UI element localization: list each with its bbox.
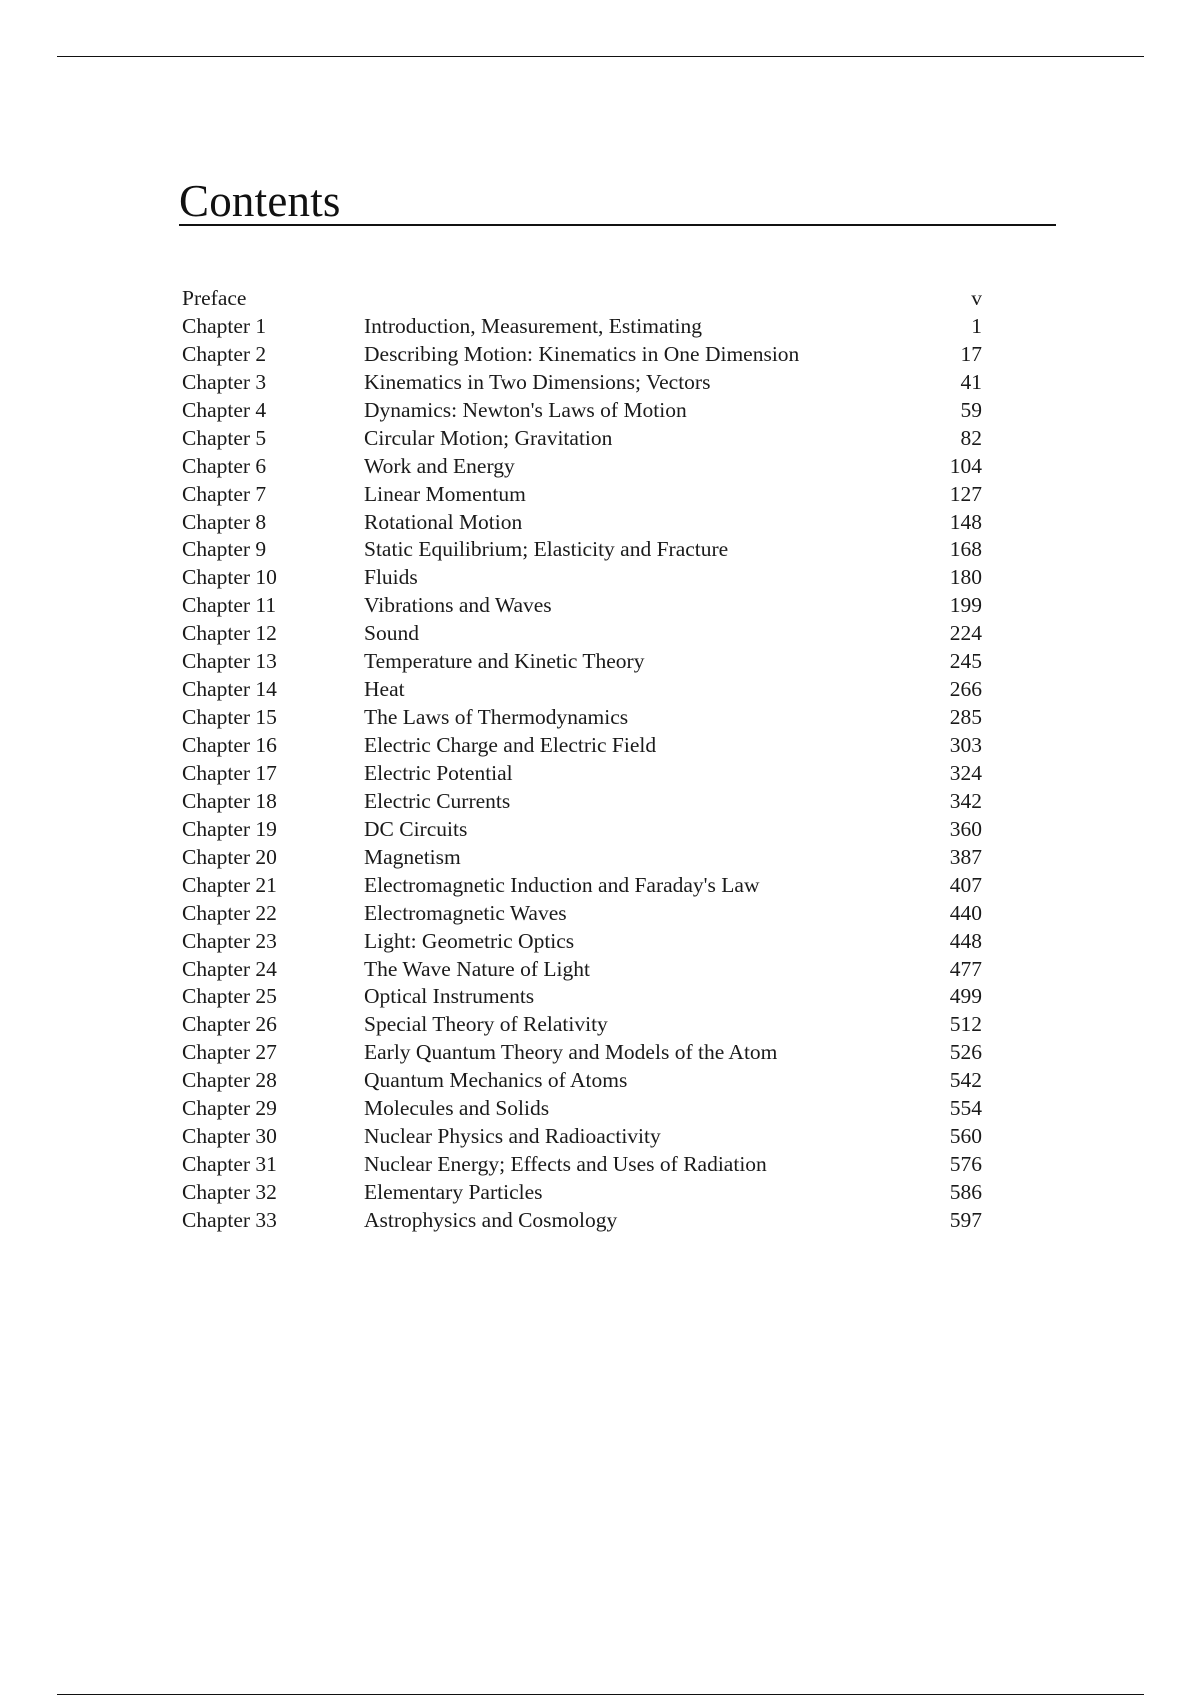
- toc-entry-title: Nuclear Physics and Radioactivity: [364, 1124, 661, 1149]
- toc-entry[interactable]: [182, 1123, 982, 1151]
- title-underline: [179, 224, 1056, 226]
- toc-entry-page: 542: [949, 1068, 982, 1093]
- toc-entry-label: Chapter 23: [182, 928, 277, 953]
- toc-entry-page: 303: [949, 733, 982, 757]
- toc-entry-title: Introduction, Measurement, Estimating: [364, 313, 702, 338]
- toc-entry-title: Sound: [364, 621, 419, 646]
- toc-entry-page: 477: [949, 956, 982, 981]
- toc-entry-page: 342: [949, 788, 982, 813]
- toc-entry-label: Chapter 24: [182, 956, 277, 981]
- toc-entry[interactable]: [182, 620, 982, 648]
- toc-entry-page: 586: [949, 1180, 982, 1204]
- toc-entry-page: 285: [949, 705, 982, 730]
- toc-entry-page: 407: [949, 872, 982, 897]
- toc-entry[interactable]: [182, 285, 982, 313]
- toc-entry[interactable]: [182, 425, 982, 453]
- toc-entry-title: Rotational Motion: [364, 509, 523, 534]
- toc-entry-page: 597: [949, 1207, 982, 1232]
- toc-entry-title: Quantum Mechanics of Atoms: [364, 1068, 628, 1093]
- toc-entry-title: Vibrations and Waves: [364, 593, 552, 618]
- toc-entry-label: Chapter 5: [182, 425, 267, 450]
- toc-entry[interactable]: [182, 453, 982, 481]
- toc-entry-label: Chapter 9: [182, 537, 267, 562]
- toc-entry-label: Chapter 19: [182, 816, 277, 841]
- toc-entry-label: Chapter 21: [182, 872, 277, 897]
- toc-entry-page: 387: [949, 844, 982, 869]
- toc-entry-title: Special Theory of Relativity: [364, 1012, 608, 1037]
- toc-entry-title: Linear Momentum: [364, 481, 526, 506]
- toc-entry-title: Fluids: [364, 565, 418, 590]
- toc-entry-label: Chapter 4: [182, 397, 267, 422]
- toc-entry-title: Kinematics in Two Dimensions; Vectors: [364, 369, 711, 394]
- toc-entry[interactable]: [182, 397, 982, 425]
- toc-entry-title: Heat: [364, 677, 405, 702]
- toc-entry-page: 127: [949, 481, 982, 506]
- toc-entry[interactable]: [182, 369, 982, 397]
- toc-entry-page: 168: [949, 537, 982, 562]
- toc-entry[interactable]: [182, 564, 982, 592]
- toc-entry-title: Molecules and Solids: [364, 1096, 550, 1121]
- toc-entry-label: Chapter 14: [182, 677, 277, 702]
- toc-entry-label: Chapter 27: [182, 1040, 277, 1065]
- toc-entry-title: Dynamics: Newton's Laws of Motion: [364, 397, 687, 422]
- toc-entry-title: Nuclear Energy; Effects and Uses of Radiation: [364, 1152, 767, 1177]
- toc-entry-page: 576: [949, 1152, 982, 1177]
- toc-entry-page: 560: [949, 1124, 982, 1149]
- toc-entry-label: Preface: [182, 286, 247, 310]
- toc-entry[interactable]: [182, 956, 982, 984]
- toc-entry-title: Describing Motion: Kinematics in One Dimension: [364, 341, 800, 366]
- toc-entry[interactable]: [182, 983, 982, 1011]
- toc-entry-title: The Laws of Thermodynamics: [364, 705, 629, 730]
- page-bottom-rule: [57, 1694, 1144, 1695]
- toc-entry-label: Chapter 33: [182, 1207, 277, 1232]
- toc-entry-title: Light: Geometric Optics: [364, 928, 575, 953]
- toc-entry-page: 512: [949, 1012, 982, 1037]
- toc-entry-page: 266: [949, 677, 982, 702]
- toc-entry[interactable]: [182, 481, 982, 509]
- toc-entry-page: 148: [949, 509, 982, 534]
- toc-entry[interactable]: [182, 341, 982, 369]
- toc-entry[interactable]: [182, 592, 982, 620]
- page-top-rule: [57, 56, 1144, 57]
- toc-entry-label: Chapter 25: [182, 984, 277, 1009]
- toc-entry-label: Chapter 29: [182, 1096, 277, 1121]
- toc-entry[interactable]: [182, 732, 982, 760]
- toc-entry-page: 1: [971, 313, 982, 338]
- toc-entry[interactable]: [182, 536, 982, 564]
- toc-entry[interactable]: [182, 1179, 982, 1207]
- toc-entry-label: Chapter 1: [182, 313, 267, 338]
- toc-entry-title: Electromagnetic Waves: [364, 900, 567, 925]
- toc-entry[interactable]: [182, 676, 982, 704]
- toc-entry-title: Electromagnetic Induction and Faraday's Law: [364, 872, 760, 897]
- toc-entry-title: Optical Instruments: [364, 984, 535, 1009]
- toc-entry[interactable]: [182, 760, 982, 788]
- toc-entry-label: Chapter 26: [182, 1012, 277, 1037]
- toc-entry[interactable]: [182, 1207, 982, 1235]
- toc-entry-label: Chapter 3: [182, 369, 267, 394]
- toc-entry-page: 41: [960, 369, 982, 394]
- toc-entry-title: Static Equilibrium; Elasticity and Fracture: [364, 537, 729, 562]
- toc-entry-page: 104: [949, 453, 982, 478]
- toc-entry-label: Chapter 22: [182, 900, 277, 925]
- toc-entry-title: Electric Currents: [364, 788, 511, 813]
- toc-entry-page: 440: [949, 900, 982, 925]
- toc-entry-page: 224: [949, 621, 982, 646]
- toc-entry-title: Astrophysics and Cosmology: [364, 1207, 618, 1232]
- toc-entry-page: 17: [960, 341, 982, 366]
- toc-entry-page: 199: [949, 593, 982, 618]
- toc-entry[interactable]: [182, 872, 982, 900]
- toc-entry-title: Work and Energy: [364, 453, 515, 478]
- toc-entry-label: Chapter 18: [182, 788, 277, 813]
- toc-entry[interactable]: [182, 816, 982, 844]
- toc-entry-page: 360: [949, 816, 982, 841]
- toc-entry-title: Magnetism: [364, 844, 461, 869]
- toc-entry-label: Chapter 30: [182, 1124, 277, 1149]
- table-of-contents: [182, 285, 982, 1235]
- toc-entry-title: Circular Motion; Gravitation: [364, 425, 613, 450]
- toc-entry-label: Chapter 20: [182, 844, 277, 869]
- toc-entry-label: Chapter 2: [182, 341, 267, 366]
- toc-entry-label: Chapter 6: [182, 453, 267, 478]
- toc-entry-title: DC Circuits: [364, 816, 468, 841]
- toc-entry-label: Chapter 31: [182, 1152, 277, 1177]
- toc-entry-title: Electric Charge and Electric Field: [364, 733, 657, 757]
- toc-entry[interactable]: [182, 509, 982, 537]
- toc-entry-title: The Wave Nature of Light: [364, 956, 590, 981]
- page-title: Contents: [179, 176, 341, 226]
- toc-entry-label: Chapter 16: [182, 733, 277, 757]
- toc-entry-page: 499: [949, 984, 982, 1009]
- toc-entry[interactable]: [182, 648, 982, 676]
- toc-entry-title: Temperature and Kinetic Theory: [364, 649, 645, 674]
- toc-entry-page: 324: [949, 760, 982, 785]
- toc-entry-label: Chapter 17: [182, 760, 277, 785]
- toc-entry[interactable]: [182, 1095, 982, 1123]
- toc-entry-page: 526: [949, 1040, 982, 1065]
- toc-entry-page: 59: [960, 397, 982, 422]
- toc-entry-page: 554: [949, 1096, 982, 1121]
- toc-entry-label: Chapter 12: [182, 621, 277, 646]
- toc-entry[interactable]: [182, 1011, 982, 1039]
- toc-entry-label: Chapter 11: [182, 593, 277, 618]
- toc-entry-page: 448: [949, 928, 982, 953]
- toc-entry[interactable]: [182, 1039, 982, 1067]
- toc-entry[interactable]: [182, 928, 982, 956]
- toc-entry[interactable]: [182, 844, 982, 872]
- toc-entry-title: Early Quantum Theory and Models of the Atom: [364, 1040, 778, 1065]
- toc-entry-title: Elementary Particles: [364, 1180, 543, 1204]
- toc-entry[interactable]: [182, 1067, 982, 1095]
- toc-entry-label: Chapter 28: [182, 1068, 277, 1093]
- toc-entry-label: Chapter 7: [182, 481, 267, 506]
- toc-entry-page: v: [971, 286, 982, 310]
- toc-entry[interactable]: [182, 1151, 982, 1179]
- toc-entry[interactable]: [182, 788, 982, 816]
- toc-entry[interactable]: [182, 900, 982, 928]
- toc-entry-page: 245: [949, 649, 982, 674]
- toc-entry[interactable]: [182, 704, 982, 732]
- toc-entry-label: Chapter 13: [182, 649, 277, 674]
- toc-entry-label: Chapter 10: [182, 565, 277, 590]
- toc-entry-label: Chapter 32: [182, 1180, 277, 1204]
- toc-entry-page: 82: [960, 425, 982, 450]
- toc-entry-label: Chapter 15: [182, 705, 277, 730]
- toc-entry-label: Chapter 8: [182, 509, 267, 534]
- toc-entry-page: 180: [949, 565, 982, 590]
- toc-entry-title: Electric Potential: [364, 760, 513, 785]
- toc-entry[interactable]: [182, 313, 982, 341]
